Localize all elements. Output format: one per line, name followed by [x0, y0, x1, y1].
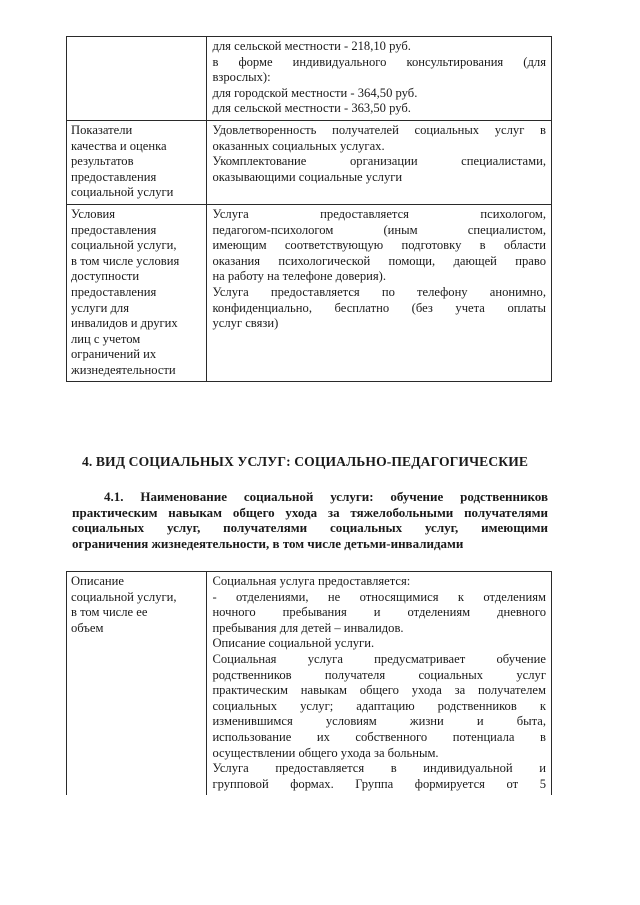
service-description-label — [67, 572, 207, 796]
text-line: доступности — [71, 269, 140, 284]
text-line: услуг связи) — [212, 316, 279, 331]
quality-indicators-label — [67, 120, 207, 204]
text-line: на работу на телефоне доверия). — [212, 269, 386, 284]
text-line: пребывания для детей – инвалидов. — [212, 620, 404, 635]
text-line: Удовлетворенность получателей социальных услуг в — [212, 122, 546, 137]
text-line: социальной услуги, — [71, 238, 177, 253]
text-line: взрослых): — [212, 70, 271, 85]
text-line: жизнедеятельности — [71, 362, 176, 377]
text-line: ограничений их — [71, 347, 157, 362]
text-line: - отделениями, не относящимися к отделениям — [212, 589, 546, 604]
text-line: социальной услуги, — [71, 589, 177, 604]
text-line: оказания психологической помощи, дающей право — [212, 253, 546, 268]
text-line: для сельской местности - 363,50 руб. — [212, 101, 411, 116]
text-line: инвалидов и других — [71, 316, 178, 331]
text-line: Показатели — [71, 122, 133, 137]
service-description-table — [66, 571, 552, 795]
text-line: Описание — [71, 574, 124, 588]
text-line: Услуга предоставляется по телефону анонимно, — [212, 284, 546, 299]
text-line: педагогом-психологом (иным специалистом, — [212, 222, 546, 237]
service-conditions-label — [67, 204, 207, 382]
text-line: ночного пребывания и отделениям дневного — [212, 605, 546, 620]
service-standard-table-continued — [66, 36, 552, 382]
text-line: 4.1. Наименование социальной услуги: обучение родственников — [104, 489, 548, 504]
tariff-cell — [207, 37, 552, 121]
text-line: использование их собственного потенциала в — [212, 729, 546, 744]
text-line: ограничения жизнедеятельности, в том числе детьми-инвалидами — [72, 535, 464, 551]
table-row — [67, 204, 552, 382]
text-line: Услуга предоставляется психологом, — [212, 206, 546, 221]
service-description-value — [207, 572, 552, 796]
text-line: оказывающими социальные услуги — [212, 169, 403, 184]
text-line: практическим навыкам общего ухода за тяжелобольными получателями — [72, 504, 548, 520]
table-row — [67, 37, 552, 121]
text-line: для сельской местности - 218,10 руб. — [212, 39, 411, 53]
text-line: имеющим соответствующую подготовку в области — [212, 238, 546, 253]
text-line: качества и оценка — [71, 138, 167, 153]
section-heading: 4. ВИД СОЦИАЛЬНЫХ УСЛУГ: СОЦИАЛЬНО-ПЕДАГОГИЧЕСКИЕ — [82, 454, 529, 469]
text-line: социальной услуги — [71, 185, 174, 200]
text-line: оказанных социальных услугах. — [212, 138, 385, 153]
text-line: для городской местности - 364,50 руб. — [212, 85, 418, 100]
text-line: Услуга предоставляется в индивидуальной и — [212, 761, 546, 776]
text-line: объем — [71, 620, 104, 635]
quality-indicators-value — [207, 120, 552, 204]
text-line: услуги для — [71, 300, 130, 315]
text-line: групповой формах. Группа формируется от 5 — [212, 776, 546, 791]
text-line: Социальная услуга предоставляется: — [212, 574, 411, 588]
subsection-heading — [72, 489, 548, 551]
text-line: в форме индивидуального консультирования (для — [212, 54, 546, 69]
text-line: предоставления — [71, 169, 157, 184]
text-line: Социальная услуга предусматривает обучение — [212, 651, 546, 666]
text-line: практическим навыкам общего ухода за получателем — [212, 683, 546, 698]
text-line: предоставления — [71, 284, 157, 299]
text-line: изменившимся условиям жизни и быта, — [212, 714, 546, 729]
text-line: родственников получателя социальных услуг — [212, 667, 546, 682]
text-line: предоставления — [71, 222, 157, 237]
text-line: результатов — [71, 154, 134, 169]
table-row — [67, 120, 552, 204]
text-line: в том числе ее — [71, 605, 148, 620]
table-cell-empty — [67, 37, 207, 121]
text-line: в том числе условия — [71, 253, 180, 268]
text-line: социальных услуг, получателями социальных услуг, имеющими — [72, 520, 548, 535]
text-line: Условия — [71, 206, 116, 221]
text-line: осуществлении общего ухода за больным. — [212, 745, 439, 760]
text-line: лиц с учетом — [71, 331, 141, 346]
text-line: Описание социальной услуги. — [212, 636, 375, 651]
text-line: конфиденциально, бесплатно (без учета оплаты — [212, 300, 546, 315]
table-row — [67, 572, 552, 796]
text-line: Укомплектование организации специалистами, — [212, 154, 546, 169]
service-conditions-value — [207, 204, 552, 382]
text-line: социальных услуг; адаптацию родственников к — [212, 698, 546, 713]
